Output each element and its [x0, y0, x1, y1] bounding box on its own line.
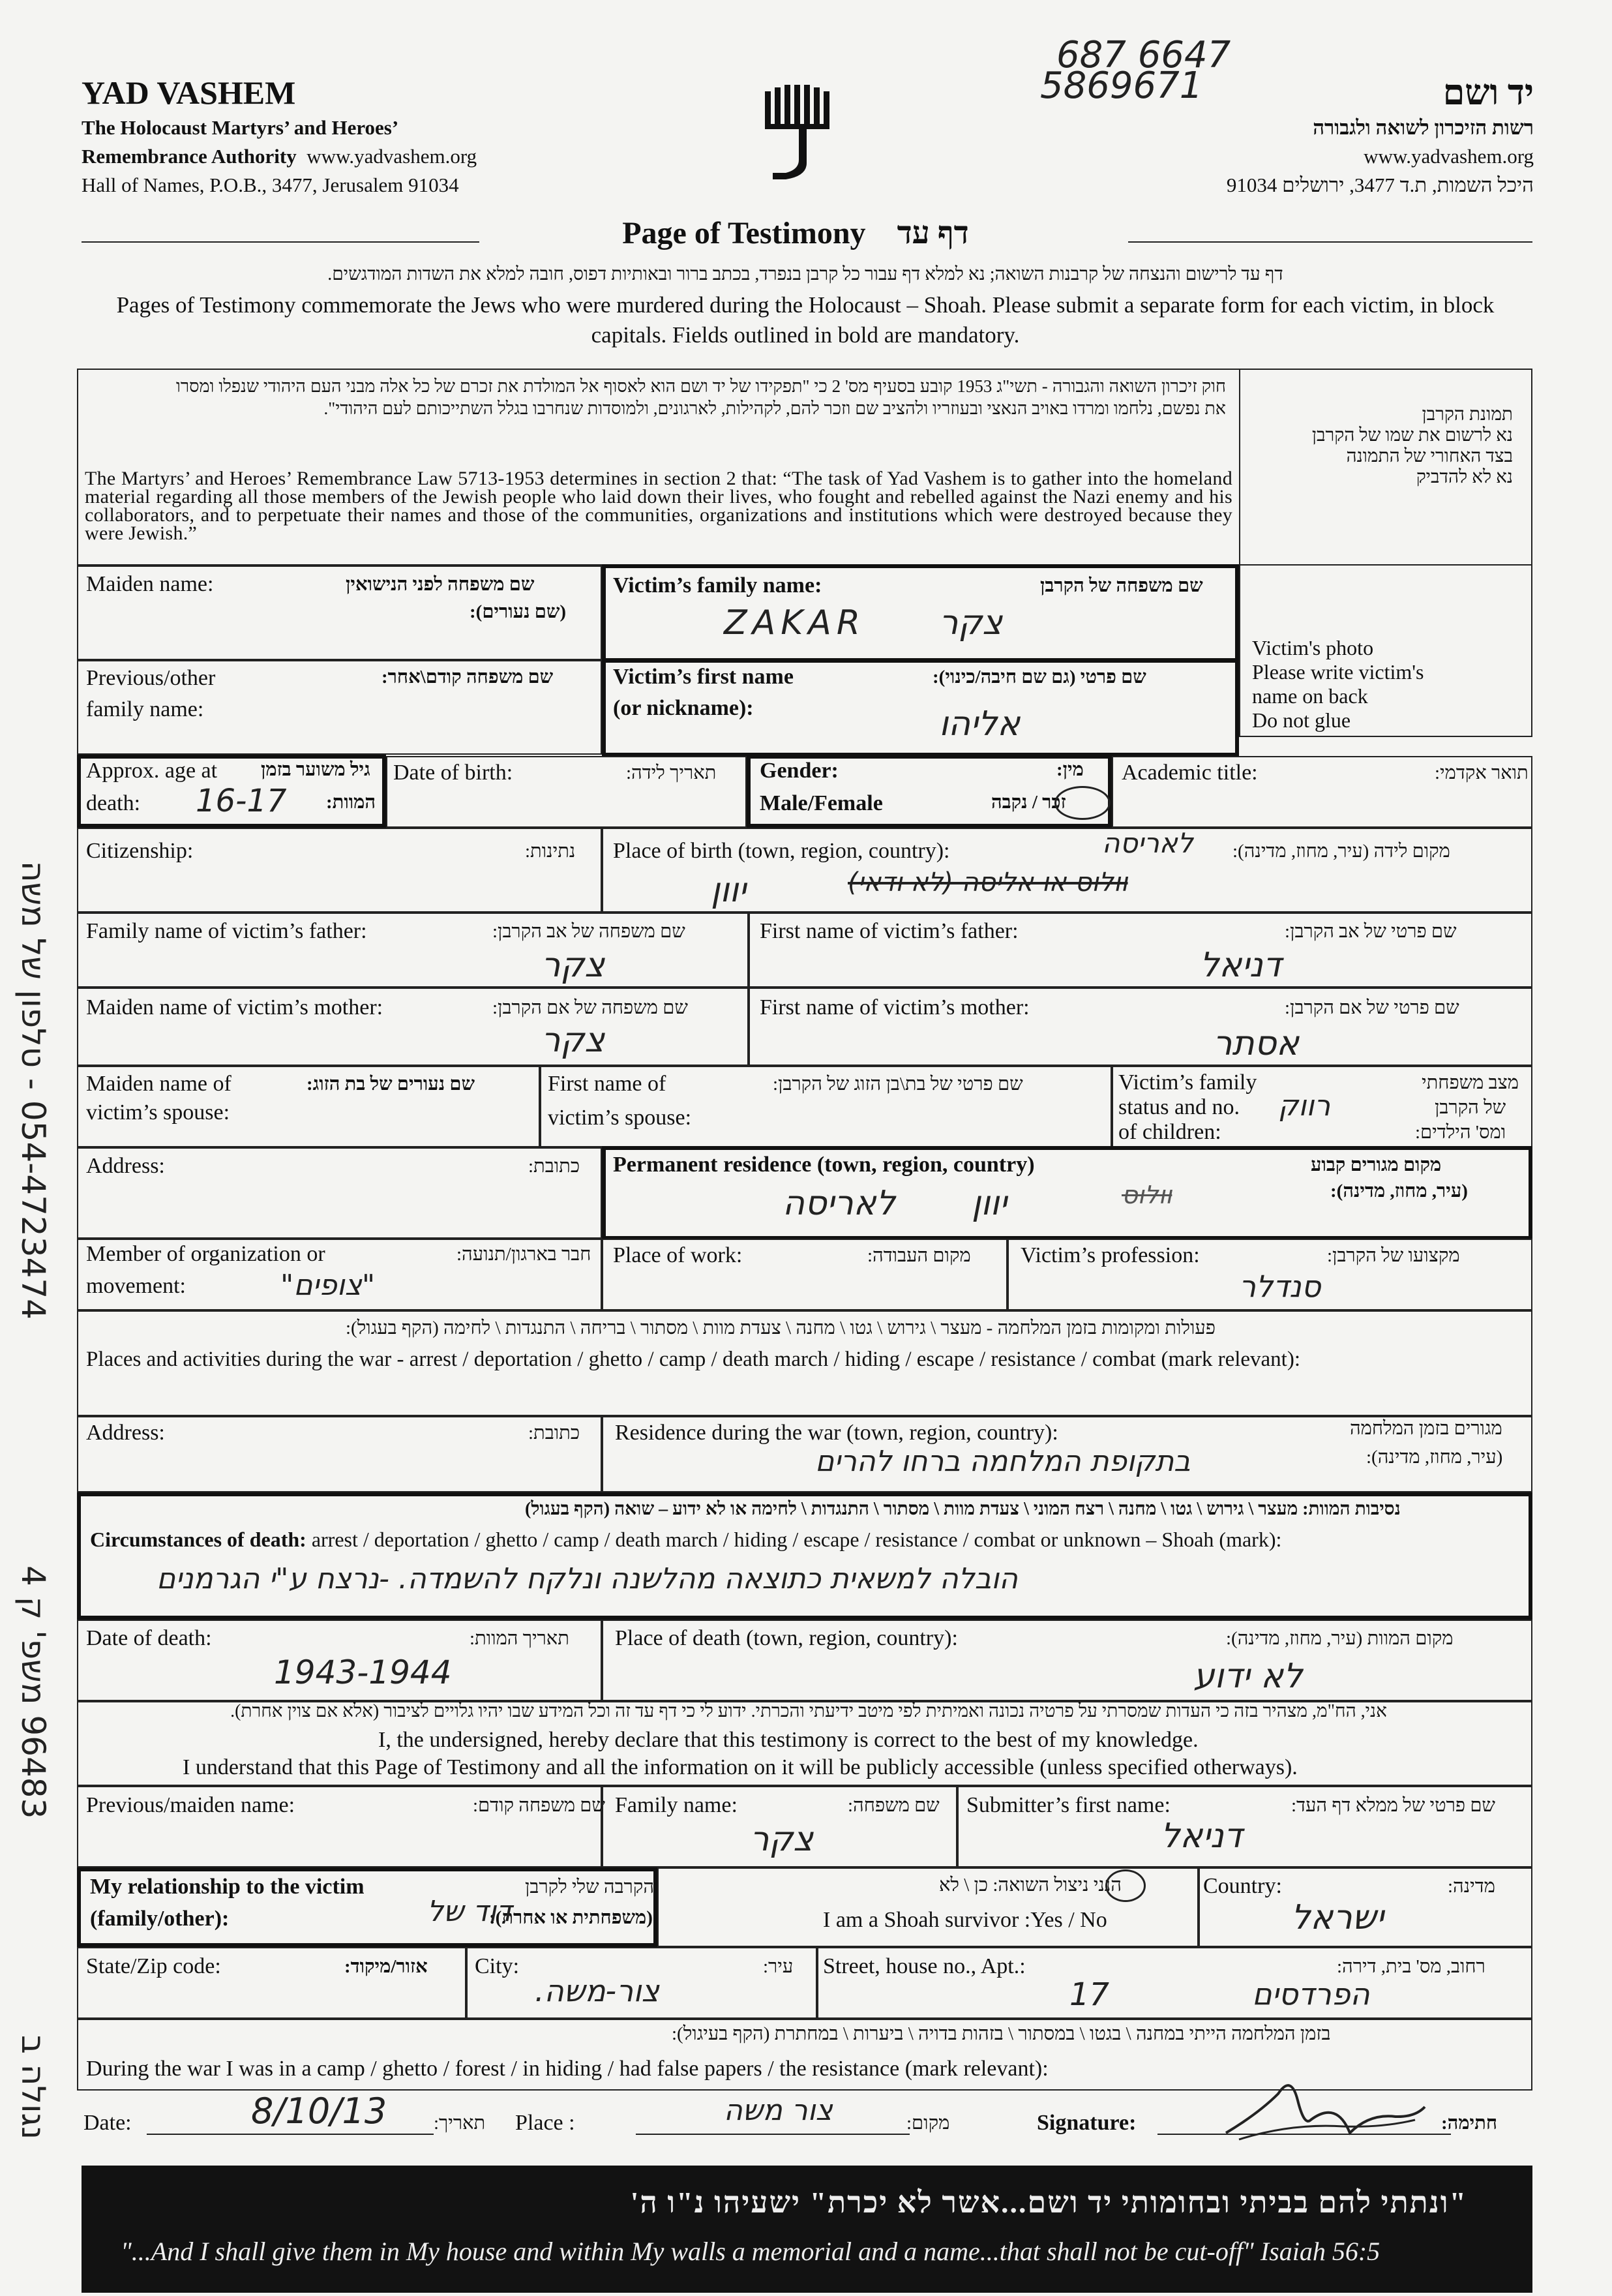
- war-residence-value: בתקופת המלחמה ברחו להרים: [815, 1445, 1191, 1478]
- victim-family-name-latin: ZAKAR: [724, 603, 865, 642]
- spouse-first-label-en-2: victim’s spouse:: [548, 1106, 692, 1130]
- family-status-label-en-3: of children:: [1118, 1120, 1221, 1144]
- submitter-first-label-he: שם פרטי של ממלא דף העד:: [1291, 1795, 1495, 1816]
- circumstances-label-en-bold: Circumstances of death:: [90, 1528, 306, 1551]
- photo-he-3: בצד האחורי של התמונה: [1346, 446, 1513, 466]
- address-label-he: כתובת:: [528, 1156, 580, 1177]
- pob-label-en: Place of birth (town, region, country):: [613, 839, 950, 863]
- war-address-label-he: כתובת:: [528, 1423, 580, 1443]
- victim-first-name-label-he: שם פרטי (גם שם חיבה/כינוי):: [933, 667, 1146, 687]
- pob-value-2: יוון: [711, 871, 747, 910]
- gender-male-circle: [1054, 786, 1111, 820]
- circumstances-label-he: נסיבות המוות: מעצר \ גירוש \ גטו \ מחנה \ רצח המוני \ צעדת מוות \ מסתור \ התנגדות \ לחימה או לא ידוע – שואה (הקף בעגול): [525, 1499, 1401, 1519]
- submitter-prev-label-en: Previous/maiden name:: [86, 1793, 295, 1817]
- margin-note-left-3: נגולה ב: [14, 2035, 52, 2140]
- previous-name-label-en-2: family name:: [86, 697, 204, 721]
- submitter-family-label-he: שם משפחה:: [848, 1795, 940, 1816]
- family-status-label-en-1: Victim’s family: [1118, 1070, 1257, 1095]
- spouse-maiden-label-en-2: victim’s spouse:: [86, 1100, 230, 1125]
- country-label-he: מדינה:: [1448, 1876, 1495, 1897]
- submitter-first-label-en: Submitter’s first name:: [966, 1793, 1171, 1817]
- relationship-value: דוד של: [427, 1895, 513, 1928]
- relationship-label-en-1: My relationship to the victim: [90, 1875, 365, 1899]
- spouse-first-label-he: שם פרטי של בת\בן הזוג של הקרבן:: [773, 1074, 1023, 1095]
- residence-value-2: יוון: [972, 1184, 1008, 1223]
- footer-banner: [82, 2166, 1532, 2293]
- city-label-he: עיר:: [763, 1956, 794, 1977]
- victim-family-name-he: צקר: [939, 603, 1003, 642]
- war-residence-label-en: Residence during the war (town, region, country):: [615, 1421, 1058, 1445]
- relationship-label-en-2: (family/other):: [90, 1907, 230, 1931]
- page-title-he: דף עד: [897, 216, 969, 250]
- intro-he: דף עד לרישום והנצחה של קרבנות השואה; נא למלא דף עבור כל קרבן בנפרד, בכתב ברור ובאותיות דפוס, חובה למלא את השדות המודגשים.: [327, 264, 1283, 284]
- circumstances-value: הובלה למשאית כתוצאה מהלשנה ונלקח להשמדה. -נרצח ע"י הגרמנים: [157, 1562, 1018, 1595]
- profession-label-he: מקצועו של הקרבן:: [1327, 1245, 1460, 1266]
- organization-label-he: חבר בארגון/תנועה:: [456, 1244, 591, 1265]
- handwritten-ref-2: 5869671: [1040, 65, 1203, 107]
- relationship-label-he-2: (משפחתית או אחרת):: [489, 1907, 653, 1928]
- spouse-first-label-en-1: First name of: [548, 1072, 666, 1096]
- zip-label-he: אזור/מיקוד:: [344, 1956, 428, 1977]
- mother-maiden-label-en: Maiden name of victim’s mother:: [86, 995, 383, 1020]
- photo-he-2: נא לרשום את שמו של הקרבן: [1311, 425, 1513, 446]
- page-title-en: Page of Testimony: [622, 216, 866, 250]
- photo-en-2: Please write victim's: [1252, 660, 1424, 684]
- photo-he-1: תמונת הקרבן: [1422, 404, 1513, 425]
- date-label-en: Date:: [83, 2111, 132, 2135]
- organization-label-en-2: movement:: [86, 1274, 186, 1298]
- submitter-first-value: דניאל: [1161, 1817, 1243, 1856]
- death-date-label-he: תאריך המוות:: [470, 1628, 569, 1649]
- father-first-label-he: שם פרטי של אב הקרבן:: [1285, 921, 1457, 942]
- margin-note-left-2: 96483 משפ' ק 4: [14, 1565, 52, 1819]
- intro-en: Pages of Testimony commemorate the Jews who were murdered during the Holocaust – Shoah. Please submit a separate form for each victim, in block capitals. Fields outlined in bold are mandatory.: [116, 292, 1495, 348]
- title-rule-left: [82, 241, 479, 243]
- death-place-label-en: Place of death (town, region, country):: [615, 1626, 958, 1650]
- place-label-he: מקום:: [906, 2113, 950, 2134]
- mother-first-label-he: שם פרטי של אם הקרבן:: [1285, 997, 1459, 1018]
- work-label-en: Place of work:: [613, 1243, 743, 1267]
- org-sub-en-2: Remembrance Authority: [82, 145, 297, 168]
- war-residence-label-he-2: (עיר, מחוז, מדינה):: [1366, 1447, 1503, 1468]
- signature-scribble[interactable]: [1200, 2055, 1435, 2152]
- death-place-value: לא ידוע: [1193, 1657, 1303, 1696]
- street-label-he: רחוב, מס' בית, דירה:: [1337, 1956, 1485, 1977]
- date-label-he: תאריך:: [434, 2113, 486, 2134]
- spouse-maiden-label-he: שם נעורים של בת הזוג:: [306, 1074, 475, 1095]
- mother-first-label-en: First name of victim’s mother:: [760, 995, 1030, 1020]
- citizenship-label-he: נתינות:: [525, 841, 576, 862]
- age-label-en-1: Approx. age at: [86, 759, 218, 783]
- org-url-en: www.yadvashem.org: [306, 145, 477, 168]
- org-url-he: www.yadvashem.org: [1364, 145, 1534, 168]
- death-date-label-en: Date of death:: [86, 1626, 212, 1650]
- declaration-he: אני, הח"מ, מצהיר בזה כי העדות שמסרתי על פרטיה נכונה ואמיתית לפי מיטב ידיעתי והכרתי. ידוע לי כי דף עד זה וכל המידע שבו יהיו גלויים לציבור (אלא אם צוין אחרת).: [230, 1701, 1387, 1721]
- margin-note-left-1: 054-4723474 - טלפון של משה: [14, 861, 52, 1320]
- header-en: [82, 72, 538, 200]
- circumstances-label-en-text: arrest / deportation / ghetto / camp / death march / hiding / escape / resistance / combat or unknown – Shoah (mark):: [306, 1528, 1282, 1551]
- war-residence-label-he-1: מגורים בזמן המלחמה: [1350, 1418, 1502, 1439]
- age-value: 16-17: [196, 783, 287, 819]
- war-camp-label-he: בזמן המלחמה הייתי במחנה \ בגטו \ במסתור \ בזהות בדויה \ ביערות \ במחתרת (הקף בעיגול):: [672, 2023, 1331, 2044]
- victim-first-name-label-en-1: Victim’s first name: [613, 665, 794, 689]
- photo-en-1: Victim's photo: [1252, 636, 1374, 659]
- pob-label-he: מקום לידה (עיר, מחוז, מדינה):: [1232, 841, 1450, 862]
- org-address-en: Hall of Names, P.O.B., 3477, Jerusalem 91034: [82, 174, 459, 196]
- country-label-en: Country:: [1203, 1874, 1282, 1898]
- submitter-family-value: צקר: [750, 1820, 814, 1859]
- street-name-value: הפרדסים: [1252, 1976, 1370, 2012]
- survivor-label-he: הנני ניצול השואה: כן \ לא: [939, 1875, 1122, 1896]
- father-first-label-en: First name of victim’s father:: [760, 919, 1019, 943]
- street-label-en: Street, house no., Apt.:: [823, 1954, 1026, 1978]
- age-label-he-1: גיל משוער בזמן: [261, 759, 370, 780]
- country-value: ישראל: [1291, 1898, 1384, 1937]
- date-underline: [147, 2133, 434, 2136]
- law-text-he: חוק זיכרון השואה והגבורה - תשי"ג 1953 קובע בסעיף מס' 2 כי "תפקידו של יד ושם הוא לאסוף אל המולדת את זכרם של כל אלה מבני העם היהודי שנפלו ומסרו את נפשם, נלחמו ומרדו באויב הנאצי ובעוזריו ולהציב שם וזכר להם, לקהילות, לארגונים, ולמוסדות שנחרבו בגלל השתייכותם לעם היהודי".: [176, 376, 1226, 418]
- family-status-label-he-2: של הקרבן: [1435, 1097, 1506, 1118]
- residence-label-he-2: (עיר, מחוז, מדינה):: [1330, 1181, 1468, 1201]
- father-family-label-en: Family name of victim’s father:: [86, 919, 367, 943]
- residence-crossed-out: וולוס: [1122, 1181, 1172, 1209]
- address-label-en: Address:: [86, 1154, 165, 1178]
- pob-crossed-out: וולוס או אליסה (לא ודאי): [848, 868, 1128, 898]
- victim-family-name-label-he: שם משפחה של הקרבן: [1040, 575, 1203, 596]
- declaration-en-1: I, the undersigned, hereby declare that this testimony is correct to the best of my knowledge.: [378, 1728, 1199, 1752]
- profession-label-en: Victim’s profession:: [1021, 1243, 1200, 1267]
- father-family-label-he: שם משפחה של אב הקרבן:: [492, 921, 685, 942]
- war-activities-label-he: פעולות ומקומות בזמן המלחמה - מעצר \ גירוש \ גטו \ מחנה \ צעדת מוות \ מסתור \ בריחה \ התנגדות \ לחימה (הקף בעגול):: [346, 1318, 1216, 1338]
- photo-en-3: name on back: [1252, 684, 1368, 708]
- citizenship-label-en: Citizenship:: [86, 839, 194, 863]
- zip-label-en: State/Zip code:: [86, 1954, 221, 1978]
- maiden-name-label-he: שם משפחה לפני הנישואין: [346, 574, 535, 595]
- war-activities-label-en: Places and activities during the war - arrest / deportation / ghetto / camp / death march / hiding / escape / resistance / combat (mark relevant):: [86, 1348, 1301, 1371]
- photo-instructions-en: [1252, 636, 1513, 733]
- residence-label-en: Permanent residence (town, region, country): [613, 1153, 1035, 1177]
- age-label-en-2: death:: [86, 791, 141, 815]
- city-value: צור-משה.: [535, 1973, 659, 2008]
- yad-vashem-logo-icon: [760, 85, 838, 183]
- street-number-value: 17: [1069, 1976, 1110, 2013]
- dob-label-he: תאריך לידה:: [626, 763, 717, 783]
- pob-value-1: לאריסה: [1102, 827, 1193, 859]
- relationship-label-he-1: הקרבה שלי לקרבן: [525, 1877, 655, 1897]
- photo-he-4: נא לא להדביק: [1416, 467, 1513, 487]
- footer-quote-he: "ונתתי להם בביתי ובחומותי יד ושם...אשר לא יכרת" ישעיהו נ"ו ה': [630, 2186, 1467, 2219]
- war-address-label-en: Address:: [86, 1421, 165, 1445]
- victim-first-name-label-en-2: (or nickname):: [613, 696, 754, 720]
- footer-quote-en: "...And I shall give them in My house and within My walls a memorial and a name...that shall not be cut-off" Isaiah 56:5: [121, 2237, 1381, 2266]
- academic-label-en: Academic title:: [1122, 761, 1258, 785]
- place-value: צור משה: [724, 2094, 833, 2127]
- profession-value: סנדלר: [1239, 1269, 1321, 1304]
- family-status-value: רווק: [1278, 1089, 1331, 1123]
- handwritten-ref-1: 687 6647: [1056, 34, 1231, 76]
- victim-first-name-value: אליהו: [939, 704, 1021, 744]
- victim-family-name-label-en: Victim’s family name:: [613, 573, 822, 597]
- submitter-prev-label-he: שם משפחה קודם:: [473, 1795, 605, 1816]
- death-date-value: 1943-1944: [274, 1654, 452, 1691]
- survivor-yes-circle: [1105, 1869, 1146, 1902]
- organization-value: "צופים": [280, 1269, 376, 1302]
- father-first-value: דניאל: [1200, 946, 1282, 985]
- family-status-label-he-1: מצב משפחתי: [1422, 1072, 1519, 1093]
- org-name-he: יד ושם: [1442, 73, 1534, 112]
- maiden-name-label-en: Maiden name:: [86, 572, 214, 596]
- title-rule-right: [1128, 241, 1532, 243]
- residence-label-he-1: מקום מגורים קבוע: [1311, 1155, 1442, 1175]
- father-family-value: צקר: [541, 946, 605, 985]
- submitter-family-label-en: Family name:: [615, 1793, 738, 1817]
- mother-first-value: אסתר: [1213, 1024, 1300, 1063]
- date-value: 8/10/13: [251, 2091, 387, 2132]
- spouse-maiden-label-en-1: Maiden name of: [86, 1072, 231, 1096]
- signature-label-en: Signature:: [1037, 2111, 1137, 2135]
- place-label-en: Place :: [515, 2111, 575, 2135]
- signature-label-he: חתימה:: [1441, 2113, 1497, 2134]
- law-text-en: The Martyrs’ and Heroes’ Remembrance Law 5713-1953 determines in section 2 that: “The task of Yad Vashem is to gather into the homeland material regarding all those members of the Jewish people who laid down their lives, who fought and rebelled against the Nazi enemy and his collaborators, and to perpetuate their names and those of the communities, organizations and institutions which were destroyed because they were Jewish.”: [85, 468, 1232, 544]
- gender-label-he-2: זכר / נקבה: [991, 792, 1066, 813]
- work-label-he: מקום העבודה:: [867, 1245, 971, 1266]
- age-label-he-2: המוות:: [326, 792, 376, 813]
- org-sub-en-1: The Holocaust Martyrs’ and Heroes’: [82, 116, 399, 139]
- org-sub-he: רשות הזיכרון לשואה ולגבורה: [1313, 116, 1534, 139]
- previous-name-label-he: שם משפחה קודם\אחר:: [381, 667, 554, 687]
- death-place-label-he: מקום המוות (עיר, מחוז, מדינה):: [1226, 1628, 1454, 1649]
- page-title: [535, 215, 1056, 251]
- survivor-label-en: I am a Shoah survivor :Yes / No: [823, 1908, 1107, 1932]
- mother-maiden-value: צקר: [541, 1021, 605, 1060]
- dob-label-en: Date of birth:: [393, 761, 513, 785]
- city-label-en: City:: [475, 1954, 520, 1978]
- war-camp-label-en: During the war I was in a camp / ghetto / forest / in hiding / had false papers / the resistance (mark relevant):: [86, 2057, 1049, 2081]
- org-address-he: היכל השמות, ת.ד 3477, ירושלים 91034: [1226, 174, 1534, 196]
- mother-maiden-label-he: שם משפחה של אם הקרבן:: [492, 997, 688, 1018]
- declaration-en-2: I understand that this Page of Testimony and all the information on it will be publicly accessible (unless specified otherways).: [183, 1755, 1298, 1779]
- family-status-label-he-3: ומס' הילדים:: [1415, 1122, 1506, 1143]
- family-status-label-en-2: status and no.: [1118, 1095, 1240, 1119]
- circumstances-label-en: [90, 1526, 1281, 1552]
- maiden-name-label-he2: (שם נעורים):: [470, 601, 567, 622]
- organization-label-en-1: Member of organization or: [86, 1242, 325, 1266]
- gender-label-en-2: Male/Female: [760, 791, 883, 815]
- photo-en-4: Do not glue: [1252, 708, 1351, 732]
- place-underline: [636, 2133, 910, 2136]
- header-he: [1077, 72, 1534, 200]
- residence-value-1: לאריסה: [783, 1184, 896, 1223]
- org-name-en: YAD VASHEM: [82, 74, 296, 111]
- academic-label-he: תואר אקדמי:: [1435, 763, 1529, 783]
- previous-name-label-en-1: Previous/other: [86, 666, 216, 690]
- gender-label-en-1: Gender:: [760, 759, 839, 783]
- photo-instructions-he: [1252, 404, 1513, 488]
- gender-label-he-1: מין:: [1056, 759, 1084, 780]
